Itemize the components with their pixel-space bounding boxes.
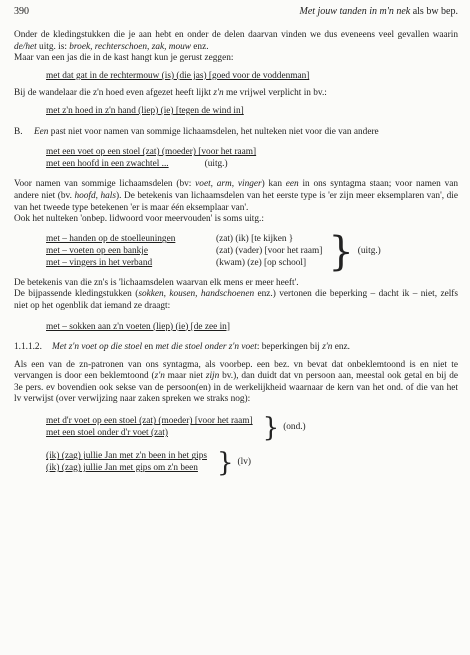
paragraph-betekenis: De betekenis van die zn's is 'lichaamsdelen waarvan elk mens er meer heeft'. xyxy=(14,277,299,288)
paragraph-kleding: Onder de kledingstukken die je aan hebt en onder de delen daarvan vinden we dus eveneens veel gevallen waarin de/het uitg. is: broek, rechterschoen, zak, mouw enz. Maar van een jas die in de kast hangt kun je gerust zeggen: xyxy=(14,30,458,64)
paragraph-kledingstukken: De bijpassende kledingstukken (sokken, kousen, handschoenen enz.) vertonen die beperking – dacht ik – niet, zelfs niet op het ogenblik dat iemand ze draagt: xyxy=(14,289,459,311)
example-group-meervoud: met – handen op de stoelleuningen (zat) (ik) [te kijken } met – voeten op een bankje (zat) (vader) [voor het raam] met – vingers in het verband (kwam) (ze) [op school] } (uitg.) xyxy=(46,228,381,275)
example-voet-hoofd: met een voet op een stoel (zat) (moeder) [voor het raam] met een hoofd in een zwachtel ... (uitg.) xyxy=(46,147,257,169)
page-number: 390 xyxy=(14,6,29,17)
book-page xyxy=(14,6,459,479)
paragraph-nulteken: Ook het nulteken 'onbep. lidwoord voor meervouden' is soms uitg.: xyxy=(14,214,264,225)
example-rechtermouw: met dat gat in de rechtermouw (is) (die jas) [goed voor de voddenman] xyxy=(46,70,310,81)
right-brace: } xyxy=(216,448,234,479)
section-1-1-1-2: 1.1.1.2. Met z'n voet op die stoel en met die stoel onder z'n voet: beperkingen bij z'n enz. xyxy=(14,342,351,353)
paragraph-wandelaar: Bij de wandelaar die z'n hoed even afgezet heeft lijkt z'n me vrijwel verplicht in bv.: xyxy=(14,88,327,99)
page-header xyxy=(14,6,458,22)
example-group-ond: met d'r voet op een stoel (zat) (moeder) [voor het raam] met een stoel onder d'r voet (zat) } (ond.) xyxy=(46,413,306,444)
example-sokken: met – sokken aan z'n voeten (liep) (ie) [de zee in] xyxy=(46,321,230,332)
running-head: Met jouw tanden in m'n nek als bw bep. xyxy=(299,6,458,17)
paragraph-zn-patronen: Als een van de zn-patronen van ons syntagma, als voorbep. een bez. vn bevat dat onbeklemtoond is en niet te vervangen is door een beklemtoond (z'n maar niet zijn bv.), dan duidt dat vn persoon aan, meestal ook getal en bij de 3e pers. ev bovendien ook sekse van de persoon(en) in de werkelijkheid waarnaar de kern van het ond. of die van het lv verwijst (over verwijzing naar zaken spreken we straks nog): xyxy=(14,359,458,405)
right-brace: } xyxy=(262,413,280,444)
example-hoed: met z'n hoed in z'n hand (liep) (ie) [tegen de wind in] xyxy=(46,105,244,116)
right-brace: } xyxy=(328,228,354,275)
section-b: B. Een past niet voor namen van sommige lichaamsdelen, het nulteken niet voor die van andere xyxy=(14,126,379,137)
example-group-lv: (ik) (zag) jullie Jan met z'n been in het gips (ik) (zag) jullie Jan met gips om z'n been } (lv) xyxy=(46,448,251,479)
paragraph-lichaamsdelen: Voor namen van sommige lichaamsdelen (bv: voet, arm, vinger) kan een in ons syntagma staan; voor namen van andere niet (bv. hoofd, hals). De betekenis van lichaamsdelen van het eerste type is 'er zijn meer eksemplaren van', die van het tweede type betekenen 'er is maar één eksemplaar van'. xyxy=(14,179,458,213)
